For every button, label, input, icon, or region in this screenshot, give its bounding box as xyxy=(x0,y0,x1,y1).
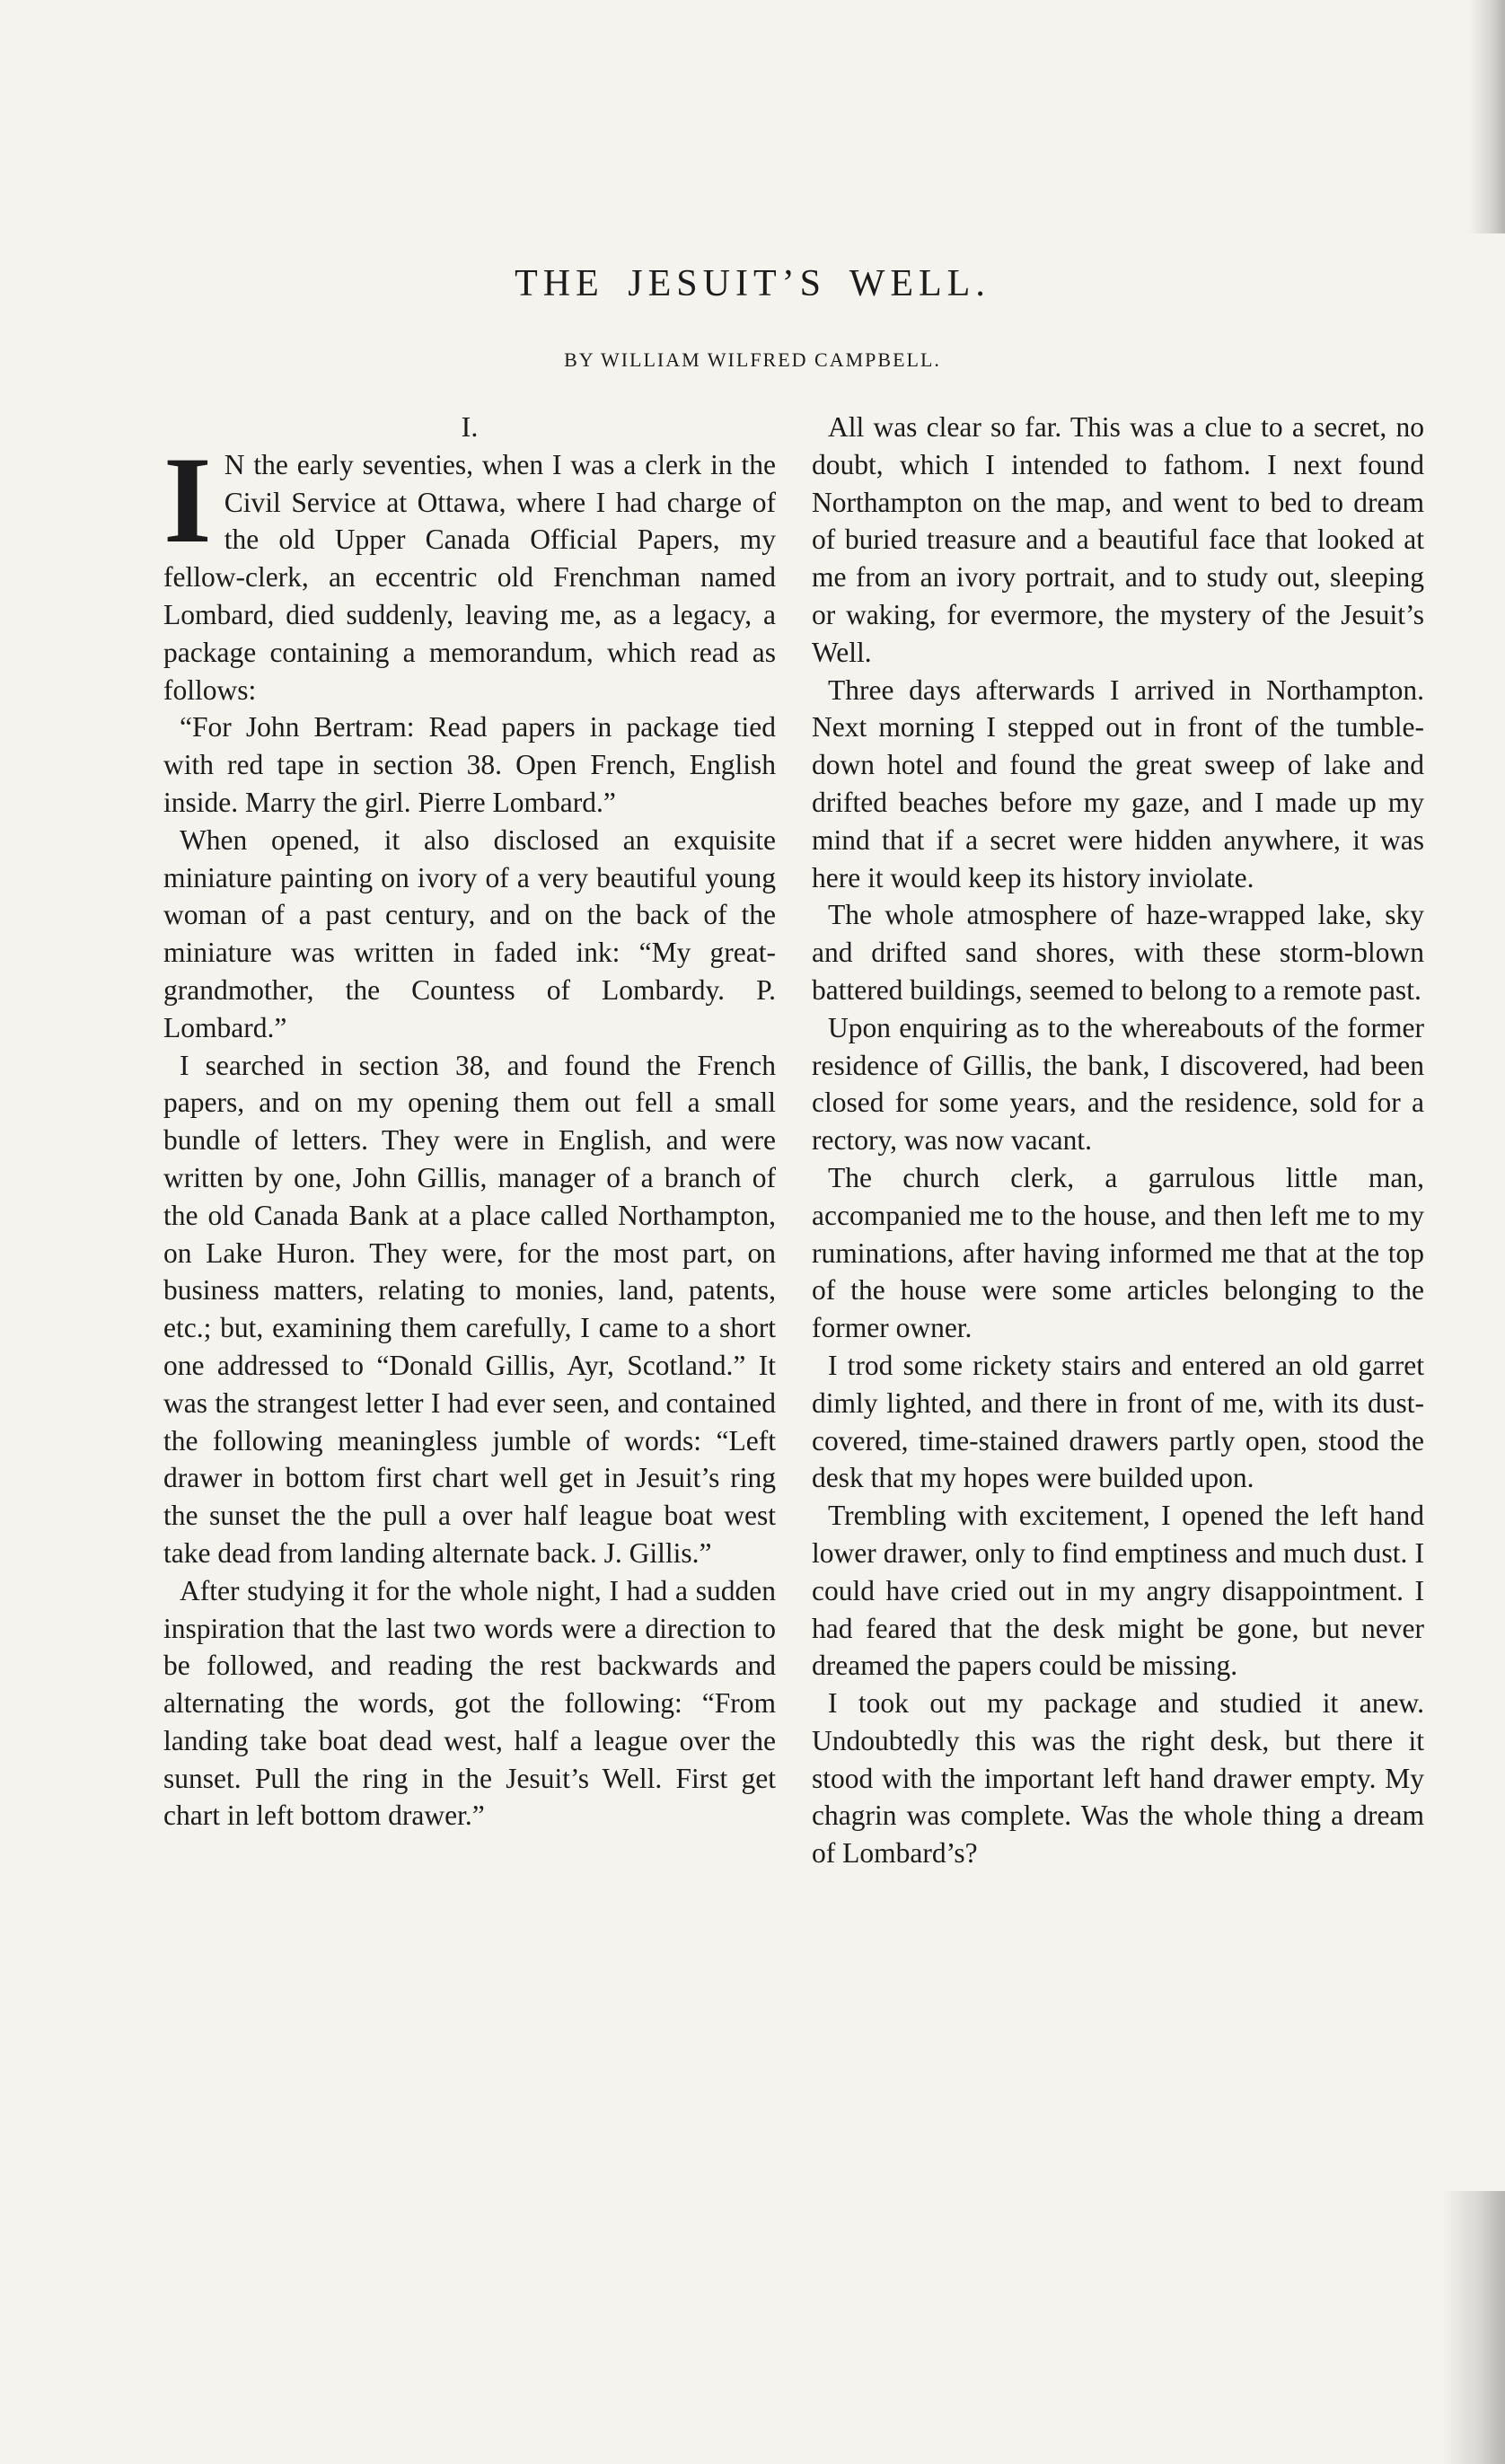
paragraph-11: I trod some rickety stairs and entered an old garret dimly lighted, and there in front of me, with its dust-covered, time-stained drawers partly open, stood the desk that my hopes were builded upon. xyxy=(812,1349,1424,1494)
section-number: I. xyxy=(461,410,479,443)
paragraph-13: I took out my package and studied it anew. Undoubtedly this was the right desk, but there it stood with the important left hand drawer empty. My chagrin was complete. Was the whole thing a dream of Lombard’s? xyxy=(812,1687,1424,1870)
article-title: THE JESUIT’S WELL. xyxy=(515,263,990,304)
paragraph-1-text: N the early seventies, when I was a clerk in the Civil Service at Ottawa, where I had charge of the old Upper Canada Official Papers, my fellow-clerk, an eccentric old Frenchman named Lombard, died suddenly, leaving me, as a legacy, a package containing a memorandum, which read as follows: xyxy=(163,448,776,706)
paragraph-12: Trembling with excitement, I opened the left hand lower drawer, only to find emptiness and much dust. I could have cried out in my angry disappointment. I had feared that the desk might be gone, but never dreamed the papers could be missing. xyxy=(812,1500,1424,1682)
page-edge-wear xyxy=(1469,0,1505,233)
paragraph-3: When opened, it also disclosed an exquisite miniature painting on ivory of a very beautiful young woman of a past century, and on the back of the miniature was written in faded ink: “My great-grandmother, the Countess of Lombardy. P. Lombard.” xyxy=(163,823,776,1043)
paragraph-4: I searched in section 38, and found the French papers, and on my opening them out fell a small bundle of letters. They were in English, and were written by one, John Gillis, manager of a branch of the old Canada Bank at a place called Northampton, on Lake Huron. They were, for the most part, on business matters, relating to monies, land, patents, etc.; but, examining them carefully, I came to a short one addressed to “Donald Gillis, Ayr, Scotland.” It was the strangest letter I had ever seen, and contained the following meaningless jumble of words: “Left drawer in bottom first chart well get in Jesuit’s ring the sunset the the pull a over half league boat west take dead from landing alternate back. J. Gillis.” xyxy=(163,1049,776,1569)
paragraph-7: Three days afterwards I arrived in Northampton. Next morning I stepped out in front of the tumble-down hotel and found the great sweep of lake and drifted beaches before my gaze, and I made up my mind that if a secret were hidden anywhere, it was here it would keep its history inviolate. xyxy=(812,673,1424,893)
paragraph-5: After studying it for the whole night, I had a sudden inspiration that the last two words were a direction to be followed, and reading the rest backwards and alternating the words, got the following: “From landing take boat dead west, half a league over the sunset. Pull the ring in the Jesuit’s Well. First get chart in left bottom drawer.” xyxy=(163,1574,776,1832)
right-column xyxy=(812,409,1424,1872)
paragraph-1 xyxy=(163,430,776,709)
paragraph-6: All was clear so far. This was a clue to a secret, no doubt, which I intended to fathom. I next found Northampton on the map, and went to bed to dream of buried treasure and a beautiful face that looked at me from an ivory portrait, and to study out, sleeping or waking, for evermore, the mystery of the Jesuit’s Well. xyxy=(812,411,1424,668)
paragraph-2: “For John Bertram: Read papers in package tied with red tape in section 38. Open French, English inside. Marry the girl. Pierre Lombard.” xyxy=(163,711,776,818)
page-edge-wear-bottom xyxy=(1442,2191,1505,2464)
drop-cap: I xyxy=(163,430,212,568)
left-column xyxy=(163,409,776,1835)
paragraph-9: Upon enquiring as to the whereabouts of the former residence of Gillis, the bank, I discovered, had been closed for some years, and the residence, sold for a rectory, was now vacant. xyxy=(812,1011,1424,1157)
paragraph-10: The church clerk, a garrulous little man, accompanied me to the house, and then left me to my ruminations, after having informed me that at the top of the house were some articles belonging to the former owner. xyxy=(812,1161,1424,1344)
paragraph-8: The whole atmosphere of haze-wrapped lake, sky and drifted sand shores, with these storm-blown battered buildings, seemed to belong to a remote past. xyxy=(812,899,1424,1006)
article-byline: BY WILLIAM WILFRED CAMPBELL. xyxy=(564,348,941,371)
